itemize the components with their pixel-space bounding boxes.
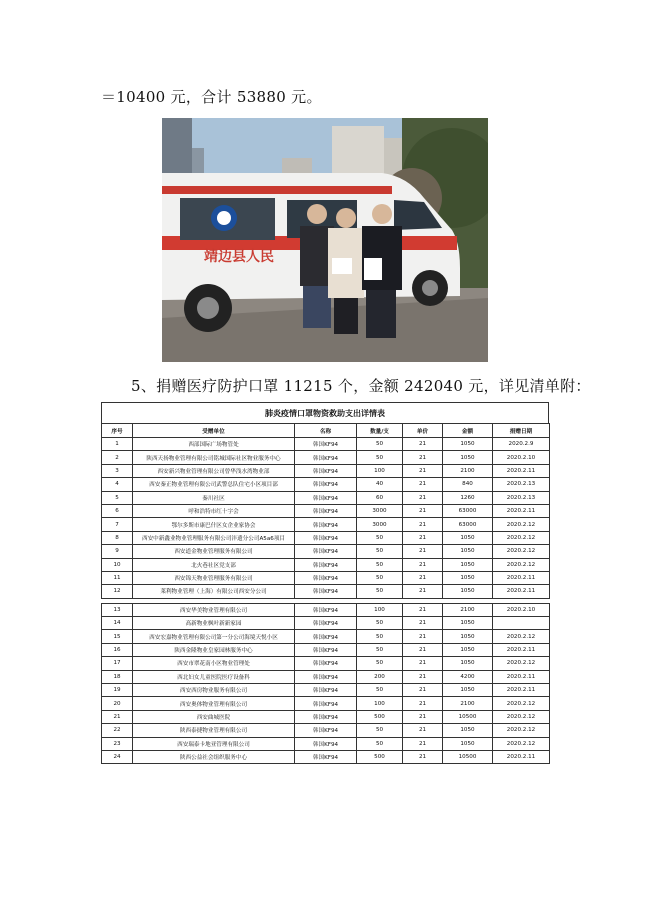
cell-item: 韩国KF94 [295,737,357,750]
table-title: 肺炎疫情口罩物资救助支出详情表 [101,402,549,423]
cell-unit-price: 21 [403,438,443,451]
cell-date: 2020.2.12 [493,630,550,643]
cell-quantity: 50 [357,737,403,750]
cell-date: 2020.2.12 [493,545,550,558]
cell-quantity: 100 [357,464,403,477]
header-unit-price: 单价 [403,424,443,438]
cell-index: 7 [102,518,133,531]
cell-amount: 1050 [443,558,493,571]
cell-unit-price: 21 [403,451,443,464]
cell-index: 23 [102,737,133,750]
cell-unit-price: 21 [403,724,443,737]
cell-item: 韩国KF94 [295,531,357,544]
cell-recipient: 西安华美物业管理有限公司 [133,603,295,616]
cell-quantity: 100 [357,697,403,710]
table-row [102,697,550,710]
cell-index: 13 [102,603,133,616]
cell-amount: 10500 [443,710,493,723]
cell-item: 韩国KF94 [295,464,357,477]
cell-index: 16 [102,643,133,656]
cell-unit-price: 21 [403,531,443,544]
cell-index: 9 [102,545,133,558]
cell-amount: 63000 [443,504,493,517]
cell-amount: 2100 [443,603,493,616]
cell-index: 11 [102,571,133,584]
cell-amount: 63000 [443,518,493,531]
cell-unit-price: 21 [403,737,443,750]
cell-amount: 1050 [443,657,493,670]
cell-recipient: 陕西金隆物业皇家园林服务中心 [133,643,295,656]
cell-date: 2020.2.11 [493,585,550,598]
cell-index: 24 [102,750,133,763]
cell-unit-price: 21 [403,670,443,683]
cell-item: 韩国KF94 [295,697,357,710]
cell-index: 17 [102,657,133,670]
cell-quantity: 3000 [357,518,403,531]
cell-quantity: 50 [357,585,403,598]
cell-unit-price: 21 [403,558,443,571]
cell-quantity: 50 [357,643,403,656]
cell-amount: 1050 [443,630,493,643]
table-row [102,464,550,477]
cell-recipient: 西安奥体物业管理有限公司 [133,697,295,710]
cell-amount: 1050 [443,438,493,451]
cell-quantity: 60 [357,491,403,504]
cell-quantity: 50 [357,531,403,544]
table-row [102,438,550,451]
cell-recipient: 秦川社区 [133,491,295,504]
cell-quantity: 50 [357,571,403,584]
cell-item: 韩国KF94 [295,750,357,763]
cell-quantity: 50 [357,558,403,571]
cell-quantity: 50 [357,684,403,697]
cell-quantity: 50 [357,657,403,670]
cell-item: 韩国KF94 [295,518,357,531]
cell-unit-price: 21 [403,478,443,491]
cell-quantity: 50 [357,617,403,630]
table-row [102,617,550,630]
cell-item: 韩国KF94 [295,478,357,491]
cell-date: 2020.2.11 [493,504,550,517]
cell-index: 4 [102,478,133,491]
cell-index: 18 [102,670,133,683]
cell-item: 韩国KF94 [295,491,357,504]
cell-index: 6 [102,504,133,517]
cell-date: 2020.2.12 [493,737,550,750]
cell-recipient: 西安瑞泰卡地亚管理有限公司 [133,737,295,750]
cell-recipient: 西安道金物业管理服务有限公司 [133,545,295,558]
cell-index: 14 [102,617,133,630]
cell-date: 2020.2.12 [493,558,550,571]
paragraph-mask-donation: 5、捐赠医疗防护口罩 11215 个，金额 242040 元，详见清单附： [131,377,591,395]
header-index: 序号 [102,424,133,438]
cell-unit-price: 21 [403,545,443,558]
header-date: 捐赠日期 [493,424,550,438]
table-row [102,585,550,598]
ambulance-text: 靖边县人民 [204,249,274,265]
cell-item: 韩国KF94 [295,504,357,517]
cell-date: 2020.2.10 [493,451,550,464]
table-row [102,571,550,584]
cell-date: 2020.2.12 [493,518,550,531]
donation-table-grid [101,423,550,764]
cell-index: 15 [102,630,133,643]
cell-item: 韩国KF94 [295,643,357,656]
table-row [102,531,550,544]
cell-item: 韩国KF94 [295,630,357,643]
cell-quantity: 40 [357,478,403,491]
table-row [102,491,550,504]
cell-recipient: 西部国际广场物管处 [133,438,295,451]
cell-date: 2020.2.11 [493,684,550,697]
cell-recipient: 西安曲城医院 [133,710,295,723]
cell-amount: 1050 [443,737,493,750]
table-row [102,684,550,697]
cell-date: 2020.2.13 [493,478,550,491]
cell-quantity: 500 [357,710,403,723]
cell-unit-price: 21 [403,684,443,697]
cell-recipient: 莱利物业管理（上海）有限公司西安分公司 [133,585,295,598]
cell-recipient: 陕西公益社会组织服务中心 [133,750,295,763]
cell-amount: 4200 [443,670,493,683]
table-row [102,710,550,723]
cell-index: 22 [102,724,133,737]
cell-item: 韩国KF94 [295,571,357,584]
cell-date: 2020.2.11 [493,571,550,584]
cell-item: 韩国KF94 [295,438,357,451]
header-quantity: 数量/支 [357,424,403,438]
cell-date: 2020.2.13 [493,491,550,504]
cell-item: 韩国KF94 [295,585,357,598]
cell-date: 2020.2.12 [493,724,550,737]
cell-recipient: 西安市翠花南小区物业管理处 [133,657,295,670]
cell-unit-price: 21 [403,603,443,616]
cell-amount: 1050 [443,643,493,656]
cell-date: 2020.2.11 [493,464,550,477]
cell-quantity: 200 [357,670,403,683]
cell-date: 2020.2.9 [493,438,550,451]
cell-amount: 1050 [443,451,493,464]
cell-quantity: 500 [357,750,403,763]
cell-quantity: 3000 [357,504,403,517]
cell-recipient: 西安新兴物业管理有限公司曾华浅水湾物业部 [133,464,295,477]
cell-amount: 1050 [443,531,493,544]
cell-quantity: 50 [357,545,403,558]
cell-unit-price: 21 [403,630,443,643]
paragraph-total-line: ＝10400 元，合计 53880 元。 [101,88,322,106]
table-row [102,603,550,616]
cell-recipient: 陕西天扬物业管理有限公司铭城国际社区物业服务中心 [133,451,295,464]
table-row [102,750,550,763]
cell-item: 韩国KF94 [295,558,357,571]
cell-recipient: 西安锦天物业管理服务有限公司 [133,571,295,584]
donation-table [101,402,549,764]
cell-recipient: 西安西房物业服务有限公司 [133,684,295,697]
cell-item: 韩国KF94 [295,451,357,464]
cell-index: 12 [102,585,133,598]
cell-amount: 1050 [443,571,493,584]
cell-unit-price: 21 [403,571,443,584]
cell-item: 韩国KF94 [295,710,357,723]
table-row [102,545,550,558]
cell-quantity: 50 [357,438,403,451]
table-row [102,737,550,750]
donation-photo [162,118,488,362]
cell-recipient: 鄂尔多斯市康巴什区女企业家协会 [133,518,295,531]
cell-unit-price: 21 [403,585,443,598]
cell-index: 2 [102,451,133,464]
cell-recipient: 高新物业枫叶新新家园 [133,617,295,630]
cell-recipient: 呼和浩特市红十字会 [133,504,295,517]
cell-index: 20 [102,697,133,710]
cell-unit-price: 21 [403,710,443,723]
cell-unit-price: 21 [403,643,443,656]
cell-item: 韩国KF94 [295,657,357,670]
cell-item: 韩国KF94 [295,684,357,697]
header-recipient: 受赠单位 [133,424,295,438]
cell-date: 2020.2.12 [493,710,550,723]
cell-index: 1 [102,438,133,451]
cell-index: 3 [102,464,133,477]
cell-amount: 10500 [443,750,493,763]
table-row [102,518,550,531]
cell-amount: 2100 [443,464,493,477]
cell-amount: 1050 [443,545,493,558]
table-row [102,630,550,643]
header-amount: 金额 [443,424,493,438]
cell-date: 2020.2.11 [493,643,550,656]
cell-unit-price: 21 [403,697,443,710]
cell-index: 5 [102,491,133,504]
cell-quantity: 100 [357,603,403,616]
cell-quantity: 50 [357,724,403,737]
cell-item: 韩国KF94 [295,603,357,616]
table-row [102,504,550,517]
table-row [102,478,550,491]
cell-amount: 1050 [443,585,493,598]
cell-amount: 1050 [443,724,493,737]
cell-amount: 1050 [443,617,493,630]
cell-amount: 1260 [443,491,493,504]
cell-unit-price: 21 [403,617,443,630]
cell-index: 21 [102,710,133,723]
table-header-row [102,424,550,438]
cell-date: 2020.2.12 [493,531,550,544]
cell-recipient: 西安秦正物业管理有限公司武警总队住宅小区项目部 [133,478,295,491]
ambulance-photo-illustration [162,118,488,362]
cell-item: 韩国KF94 [295,545,357,558]
cell-unit-price: 21 [403,464,443,477]
cell-unit-price: 21 [403,518,443,531]
cell-date: 2020.2.11 [493,750,550,763]
table-row [102,558,550,571]
cell-date: 2020.2.10 [493,603,550,616]
cell-date: 2020.2.12 [493,657,550,670]
cell-index: 8 [102,531,133,544]
cell-recipient: 西安中新鑫业物业管理服务有限公司沣遗分公司A5a6项目 [133,531,295,544]
cell-unit-price: 21 [403,491,443,504]
cell-recipient: 西安宏嘉物业管理有限公司第一分公司海境天悦小区 [133,630,295,643]
table-row [102,643,550,656]
header-item: 名称 [295,424,357,438]
cell-unit-price: 21 [403,504,443,517]
cell-unit-price: 21 [403,750,443,763]
cell-quantity: 50 [357,630,403,643]
cell-unit-price: 21 [403,657,443,670]
cell-date: 2020.2.12 [493,697,550,710]
cell-item: 韩国KF94 [295,724,357,737]
cell-date [493,617,550,630]
cell-quantity: 50 [357,451,403,464]
cell-amount: 840 [443,478,493,491]
cell-item: 韩国KF94 [295,670,357,683]
cell-item: 韩国KF94 [295,617,357,630]
cell-date: 2020.2.11 [493,670,550,683]
cell-recipient: 西北妇女儿童医院医疗设备科 [133,670,295,683]
cell-amount: 2100 [443,697,493,710]
cell-index: 19 [102,684,133,697]
table-row [102,670,550,683]
cell-index: 10 [102,558,133,571]
cell-recipient: 陕西泰捷物业管理有限公司 [133,724,295,737]
table-row [102,657,550,670]
cell-amount: 1050 [443,684,493,697]
cell-recipient: 北火巷社区党支部 [133,558,295,571]
table-row [102,724,550,737]
table-row [102,451,550,464]
